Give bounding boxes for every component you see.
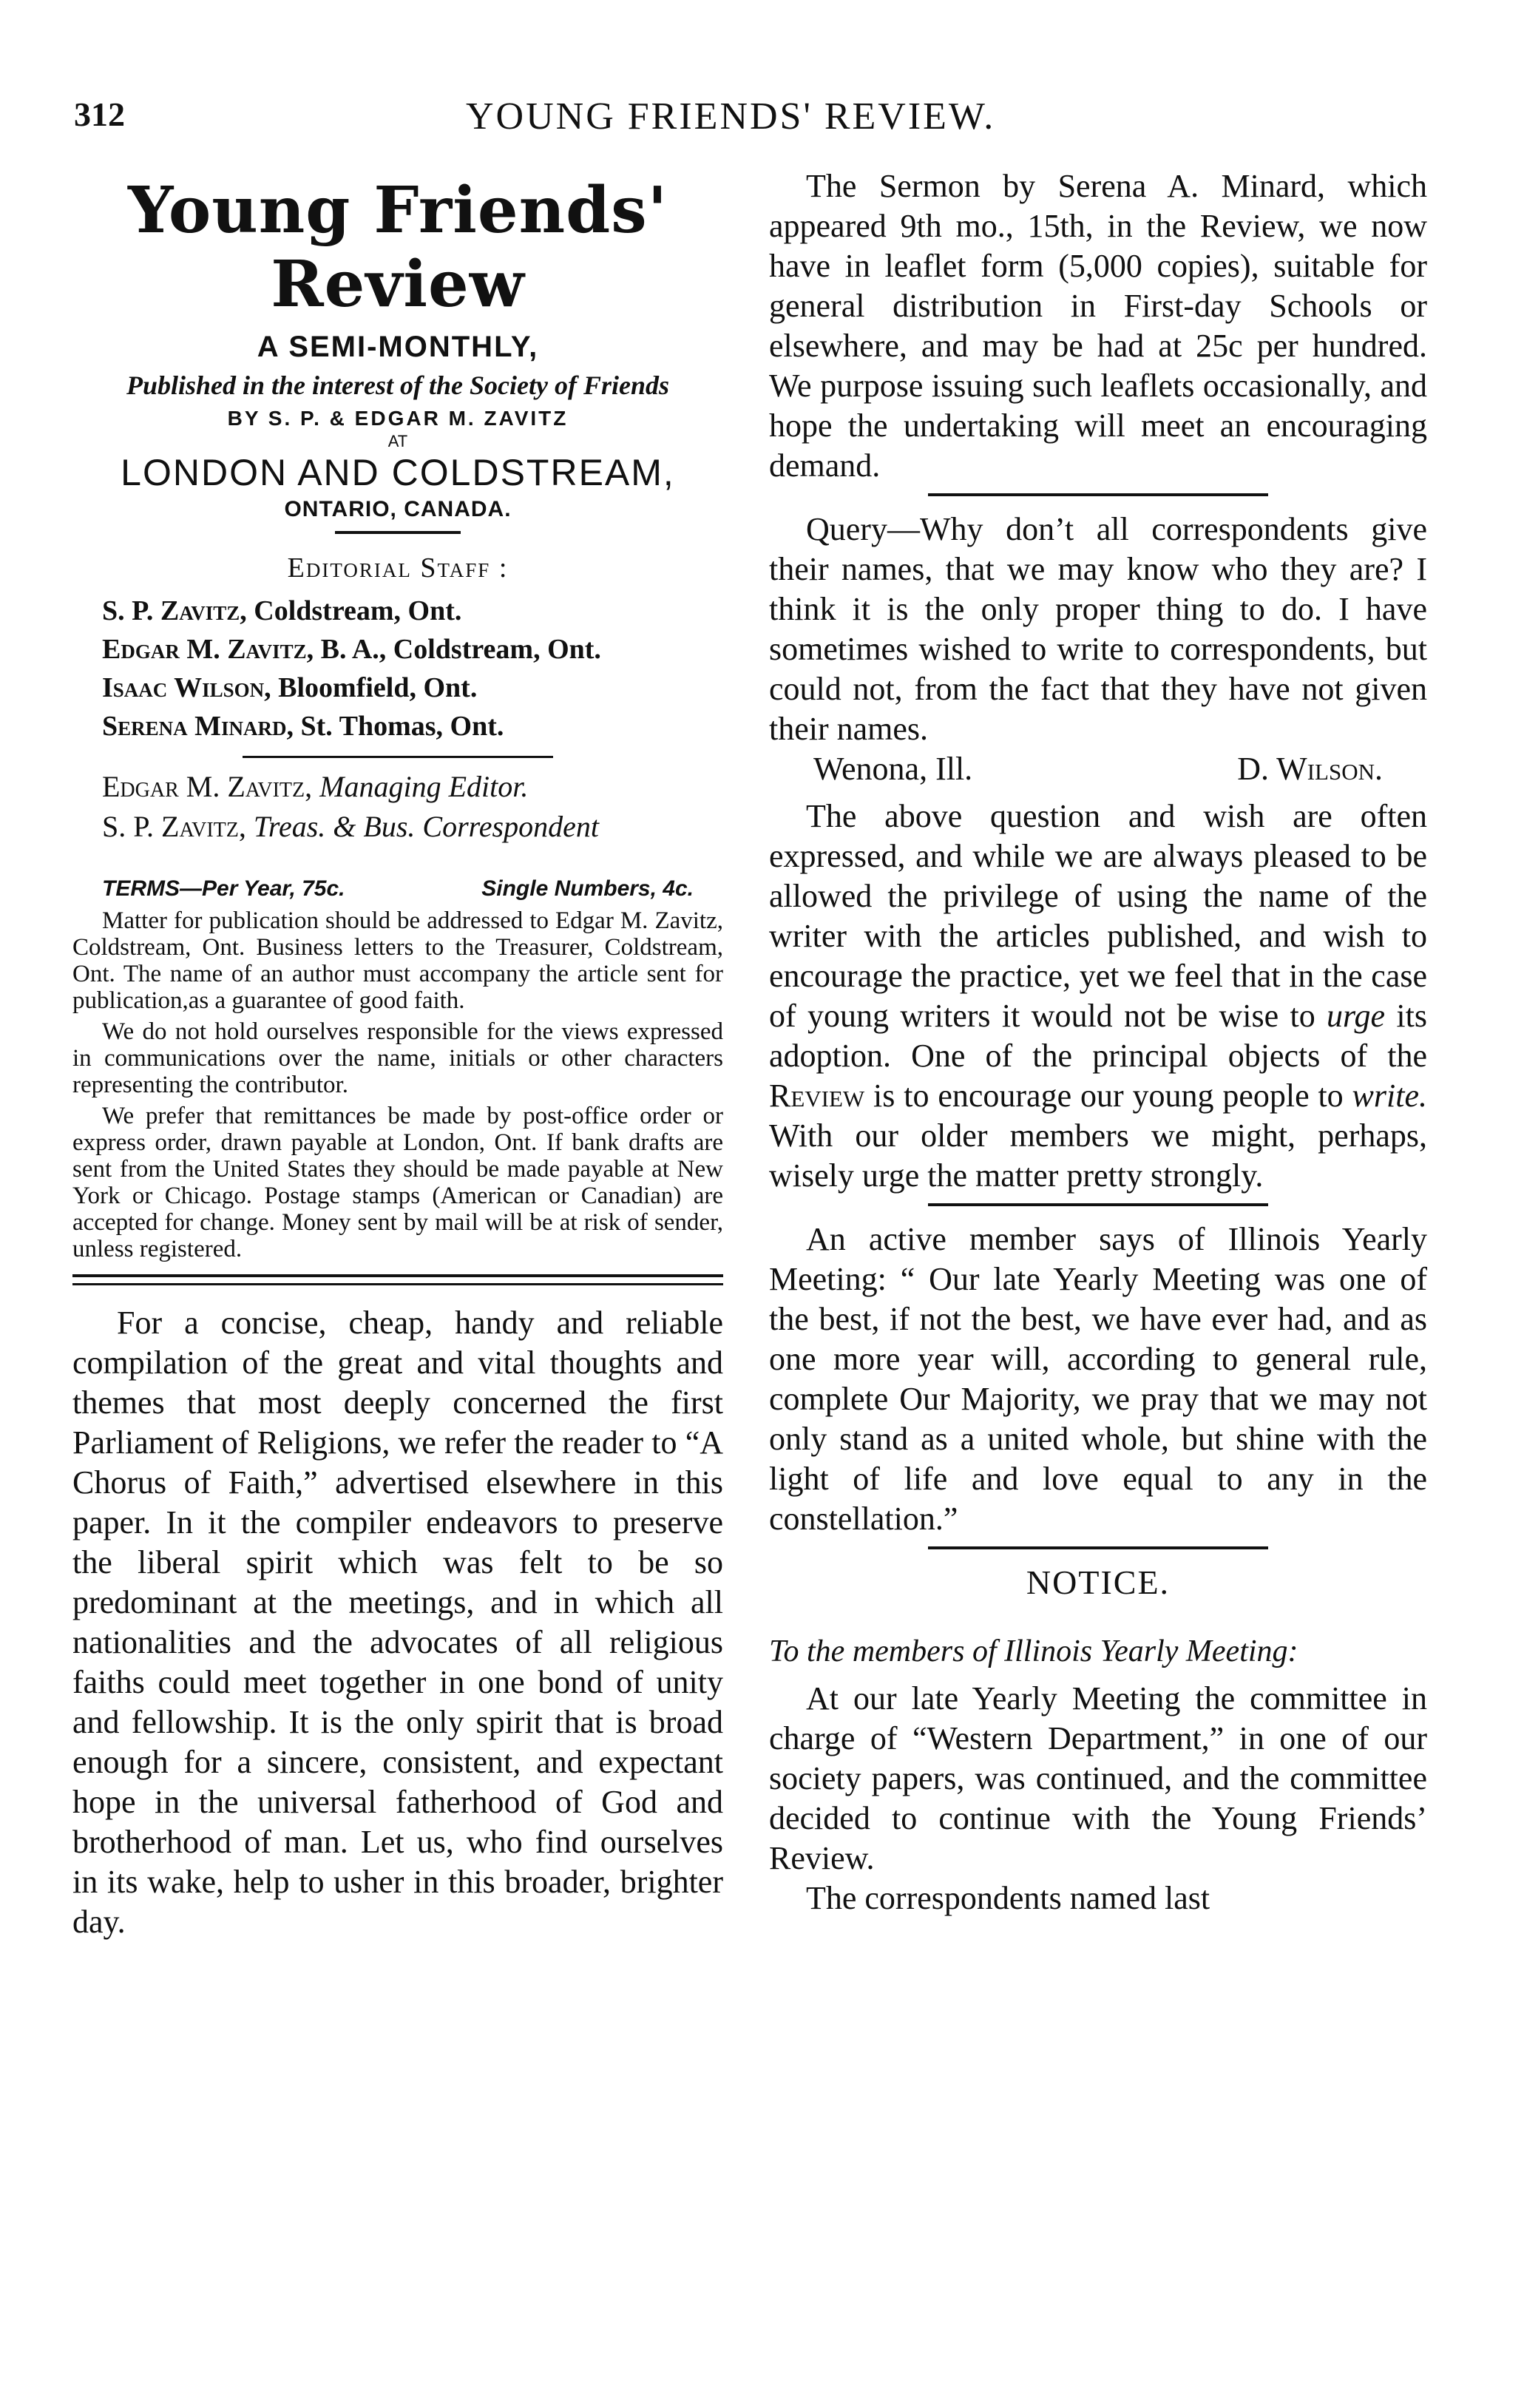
notice-addressee: To the members of Illinois Yearly Meeting: [769,1634,1298,1668]
divider [928,493,1268,496]
managing-editor-line [102,767,723,807]
staff-entry [102,707,723,745]
signature-place: Wenona, Ill. [813,751,973,787]
notice-paragraph: The correspondents named last [806,1880,1210,1916]
divider [928,1203,1268,1206]
reply-emphasis: write. [1352,1078,1427,1114]
frequency-line: A SEMI-MONTHLY, [257,331,539,363]
staff-name: S. P. Zavitz, [102,595,247,626]
staff-place: St. Thomas, Ont. [294,711,504,742]
editor-role: Treas. & Bus. Correspondent [245,810,599,843]
notice-title: NOTICE. [1026,1563,1171,1601]
signature-name: D. Wilson. [1237,751,1383,787]
note-paragraph: We do not hold ourselves responsible for the views expressed in communications over the name, initials or other characters representing the contributor. [72,1018,723,1098]
treasurer-line [102,807,723,847]
staff-name: Serena Minard, [102,711,294,742]
divider [243,756,553,758]
note-paragraph: Matter for publication should be addressed to Edgar M. Zavitz, Coldstream, Ont. Business letters to the Treasurer, Coldstream, Ont. The name of an author must accompany the article sent for publication,as a guarantee of good faith. [72,907,723,1014]
reply-text: its adoption. One of the principal objects of the [769,998,1427,1074]
editor-role: Managing Editor. [312,770,529,803]
staff-entry [102,630,723,669]
staff-entry [102,669,723,707]
reply-review: Review [769,1078,865,1114]
editor-name: S. P. Zavitz, [102,810,246,843]
staff-place: Coldstream, Ont. [246,595,462,626]
running-title: YOUNG FRIENDS' REVIEW. [466,95,996,138]
terms-line [102,876,694,902]
article-paragraph: For a concise, cheap, handy and reliable compilation of the great and vital thoughts and themes that most deeply concerned the first Parliament of Religions, we refer the reader to “A Chorus of Faith,” advertised elsewhere in this paper. In it the compiler endeavors to preserve the liberal spirit which was felt to be so predominant at the meetings, and in which all nationalities and the advocates of all religious faiths could meet together in one bond of unity and fellowship. It is the only spirit that is broad enough for a sincere, consistent, and expectant hope in the universal fatherhood of God and brotherhood of man. Let us, who find ourselves in its wake, help to usher in this broader, brighter day. [72,1305,723,1940]
staff-place: Coldstream, Ont. [386,634,601,665]
sermon-paragraph: The Sermon by Serena A. Minard, which appeared 9th mo., 15th, in the Review, we now have in leaflet form (5,000 copies), suitable for general distribution in First-day Schools or elsewhere, and may be had at 25c per hundred. We purpose issuing such leaflets occasionally, and hope the undertaking will meet an encouraging demand. [769,168,1427,484]
at-line: AT [387,432,408,450]
query-signature [813,749,1383,789]
staff-name: Isaac Wilson, [102,672,271,703]
right-column [769,166,1427,1918]
staff-title: Editorial Staff : [287,552,509,584]
double-divider [72,1274,723,1285]
illinois-paragraph: An active member says of Illinois Yearly Meeting: “ Our late Yearly Meeting was one of the best, if not the best, we have ever had, and as one more year will, according to general rule, complete Our Majority, we pray that we may not only stand as a united whole, but shine with the light of life and love equal to any in the constellation.” [769,1221,1427,1537]
note-paragraph: We prefer that remittances be made by post-office order or express order, drawn payable at London, Ont. If bank drafts are sent from the United States they should be made payable at New York or Chicago. Postage stamps (American or Canadian) are accepted for change. Money sent by mail will be at risk of sender, unless registered. [72,1103,723,1262]
terms-year: TERMS—Per Year, 75c. [102,876,345,901]
reply-text: The above question and wish are often expressed, and while we are always pleased to be allowed the privilege of using the name of the writer with the articles published, and wish to encourage the practice, yet we feel that in the case of young writers it would not be wise to [769,798,1427,1034]
query-paragraph: Query—Why don’t all correspondents give their names, that we may know who they are? I think it is the only proper thing to do. I have sometimes wished to write to correspondents, but could not, from the fact that they have not given their names. [769,511,1427,747]
divider [928,1546,1268,1549]
published-line: Published in the interest of the Society of Friends [126,371,670,400]
reply-text: is to encourage our young people to [864,1078,1352,1114]
reply-emphasis: urge [1327,998,1386,1034]
reply-text: With our older members we might, perhaps, wisely urge the matter pretty strongly. [769,1117,1427,1194]
left-column [72,166,723,1942]
divider [335,531,461,534]
by-line: BY S. P. & EDGAR M. ZAVITZ [227,407,569,430]
staff-entry [102,592,723,630]
page-header [74,95,1427,154]
page-number: 312 [74,95,125,133]
staff-name: Edgar M. Zavitz, B. A., [102,634,387,665]
notice-paragraph: At our late Yearly Meeting the committee in charge of “Western Department,” in one of our society papers, was continued, and the committee decided to continue with the Young Friends’ Review. [769,1680,1427,1876]
province-line: ONTARIO, CANADA. [284,497,512,521]
staff-place: Bloomfield, Ont. [271,672,478,703]
editor-name: Edgar M. Zavitz, [102,770,313,803]
place-line: LONDON AND COLDSTREAM, [121,452,675,493]
reply-paragraph [769,797,1427,1196]
terms-single: Single Numbers, 4c. [481,876,694,901]
masthead-title: Young Friends' Review [127,173,668,322]
